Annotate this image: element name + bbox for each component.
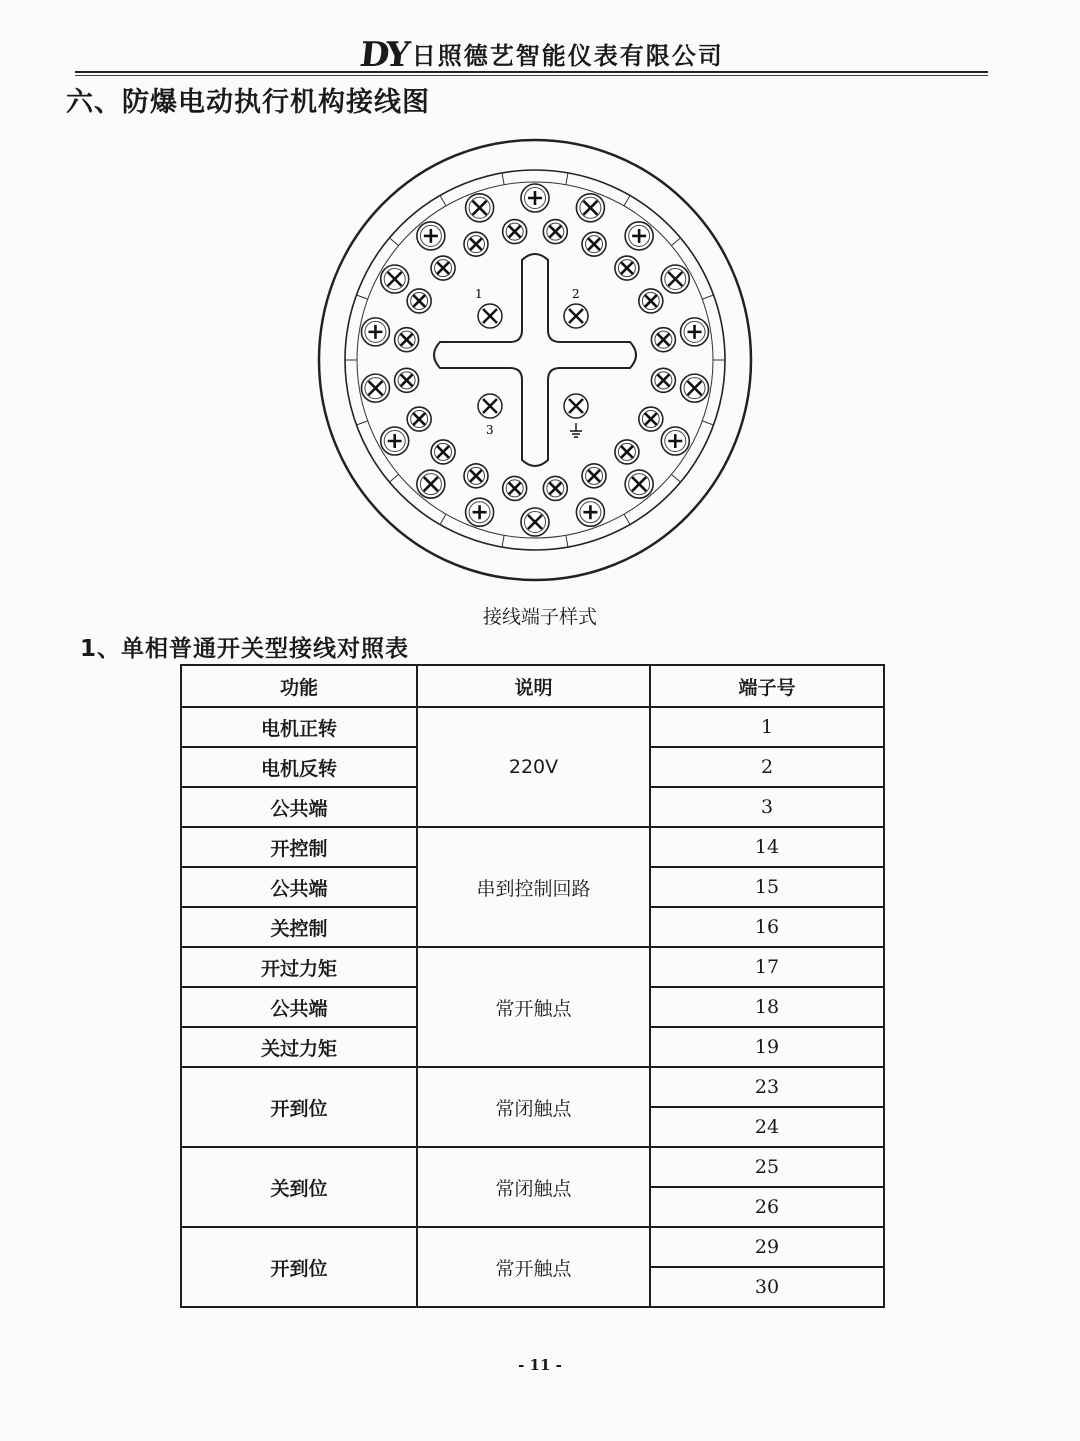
company-logo: DY bbox=[357, 35, 408, 75]
description-cell: 串到控制回路 bbox=[417, 827, 650, 947]
function-cell: 关过力矩 bbox=[181, 1027, 417, 1067]
inner-terminal-screw bbox=[615, 440, 639, 464]
page-header bbox=[357, 32, 724, 75]
outer-terminal-screw bbox=[381, 238, 409, 293]
function-cell: 开到位 bbox=[181, 1227, 417, 1307]
inner-terminal-screw bbox=[503, 476, 527, 500]
terminal-1-label: 1 bbox=[475, 287, 483, 301]
outer-terminal-screw bbox=[576, 194, 630, 222]
terminal-cell: 2 bbox=[650, 747, 884, 787]
header-terminal: 端子号 bbox=[650, 665, 884, 707]
inner-terminal-screw bbox=[464, 464, 488, 488]
function-cell: 关到位 bbox=[181, 1147, 417, 1227]
description-cell: 常闭触点 bbox=[417, 1147, 650, 1227]
inner-terminal-screw bbox=[651, 328, 675, 352]
outer-terminal-screw bbox=[521, 173, 568, 212]
diagram-caption: 接线端子样式 bbox=[482, 606, 597, 628]
terminal-cell: 17 bbox=[650, 947, 884, 987]
terminal-cell: 18 bbox=[650, 987, 884, 1027]
table-row bbox=[181, 1147, 884, 1187]
inner-terminal-screw bbox=[431, 256, 455, 280]
inner-terminal-screw bbox=[395, 328, 419, 352]
terminal-cell: 26 bbox=[650, 1187, 884, 1227]
description-cell: 常闭触点 bbox=[417, 1067, 650, 1147]
description-cell: 常开触点 bbox=[417, 947, 650, 1067]
terminal-ring-inner bbox=[357, 182, 713, 538]
terminal-cell: 24 bbox=[650, 1107, 884, 1147]
table-row bbox=[181, 947, 884, 987]
terminal-cell: 1 bbox=[650, 707, 884, 747]
function-cell: 开控制 bbox=[181, 827, 417, 867]
terminal-cell: 3 bbox=[650, 787, 884, 827]
inner-terminal-screw bbox=[615, 256, 639, 280]
terminal-ring-outer bbox=[345, 170, 725, 550]
inner-terminal-screw bbox=[407, 407, 431, 431]
terminal-2 bbox=[564, 287, 588, 328]
inner-terminal-screw bbox=[431, 440, 455, 464]
inner-terminal-screw bbox=[582, 464, 606, 488]
function-cell: 公共端 bbox=[181, 787, 417, 827]
function-cell: 公共端 bbox=[181, 987, 417, 1027]
inner-terminal-screw bbox=[543, 220, 567, 244]
inner-terminal-screw bbox=[543, 476, 567, 500]
table-row bbox=[181, 827, 884, 867]
outer-terminal-screw bbox=[661, 265, 713, 299]
wiring-table bbox=[180, 664, 885, 1308]
terminal-1 bbox=[475, 287, 502, 328]
description-cell: 220V bbox=[417, 707, 650, 827]
cross-insulator bbox=[434, 254, 636, 466]
table-row bbox=[181, 707, 884, 747]
terminal-3 bbox=[478, 394, 502, 437]
description-cell: 常开触点 bbox=[417, 1227, 650, 1307]
terminal-ground bbox=[564, 394, 588, 437]
outer-terminal-screw bbox=[345, 360, 389, 402]
section-title: 六、防爆电动执行机构接线图 bbox=[66, 87, 430, 118]
outer-terminal-screw bbox=[681, 318, 725, 360]
terminal-cell: 14 bbox=[650, 827, 884, 867]
outer-terminals bbox=[345, 173, 725, 547]
table-row bbox=[181, 1067, 884, 1107]
inner-terminal-screw bbox=[407, 289, 431, 313]
terminal-cell: 16 bbox=[650, 907, 884, 947]
inner-terminals bbox=[395, 220, 676, 501]
table-header-row bbox=[181, 665, 884, 707]
terminal-cell: 19 bbox=[650, 1027, 884, 1067]
terminal-cell: 25 bbox=[650, 1147, 884, 1187]
inner-terminal-screw bbox=[639, 407, 663, 431]
terminal-cell: 30 bbox=[650, 1267, 884, 1307]
outer-terminal-screw bbox=[502, 508, 549, 547]
subsection-title: 1、单相普通开关型接线对照表 bbox=[80, 636, 410, 662]
terminal-cell: 29 bbox=[650, 1227, 884, 1267]
ground-icon bbox=[570, 423, 582, 437]
inner-terminal-screw bbox=[582, 232, 606, 256]
inner-terminal-screw bbox=[464, 232, 488, 256]
inner-terminal-screw bbox=[503, 220, 527, 244]
page-number: - 11 - bbox=[518, 1356, 562, 1374]
function-cell: 开过力矩 bbox=[181, 947, 417, 987]
function-cell: 电机正转 bbox=[181, 707, 417, 747]
terminal-cell: 15 bbox=[650, 867, 884, 907]
function-cell: 公共端 bbox=[181, 867, 417, 907]
header-rule-thin bbox=[75, 75, 988, 76]
company-name: 日照德艺智能仪表有限公司 bbox=[411, 42, 724, 70]
terminal-block-diagram bbox=[290, 120, 790, 600]
function-cell: 关控制 bbox=[181, 907, 417, 947]
function-cell: 电机反转 bbox=[181, 747, 417, 787]
inner-terminal-screw bbox=[651, 368, 675, 392]
inner-terminal-screw bbox=[395, 368, 419, 392]
outer-terminal-screw bbox=[661, 427, 689, 482]
outer-terminal-screw bbox=[440, 498, 494, 526]
terminal-3-label: 3 bbox=[486, 423, 494, 437]
table-row bbox=[181, 1227, 884, 1267]
outer-terminal-screw bbox=[356, 421, 408, 455]
terminal-cell: 23 bbox=[650, 1067, 884, 1107]
terminal-2-label: 2 bbox=[572, 287, 580, 301]
header-description: 说明 bbox=[417, 665, 650, 707]
header-rule bbox=[75, 71, 988, 73]
header-function: 功能 bbox=[181, 665, 417, 707]
inner-terminal-screw bbox=[639, 289, 663, 313]
function-cell: 开到位 bbox=[181, 1067, 417, 1147]
